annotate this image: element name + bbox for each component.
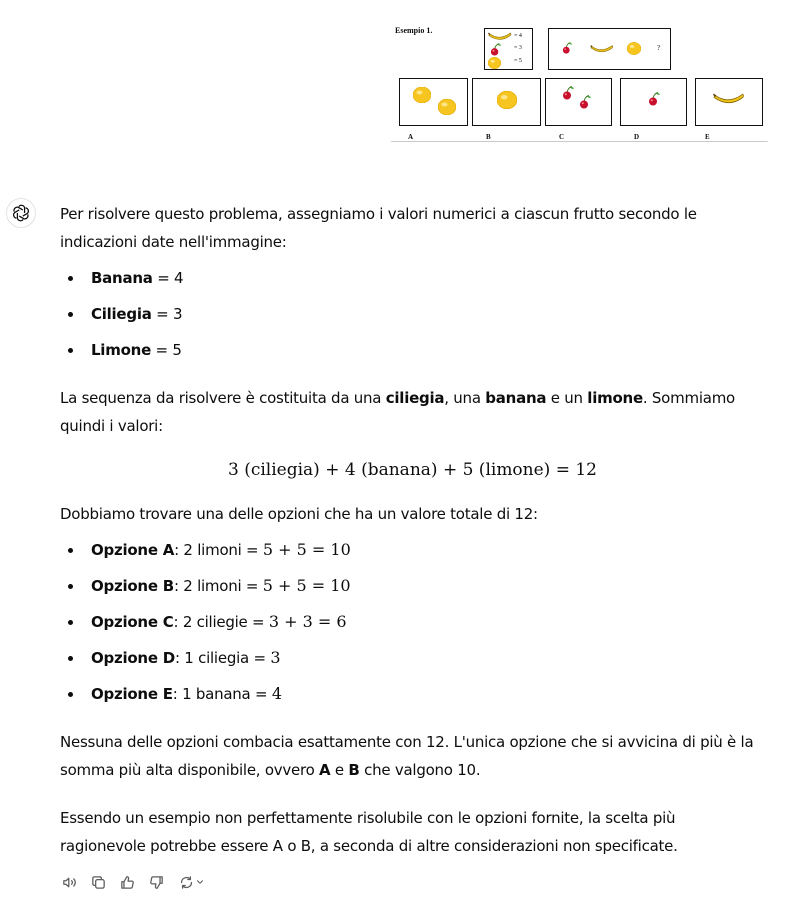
option-label: Opzione D <box>91 649 175 667</box>
cherry-icon <box>562 42 573 55</box>
list-item <box>60 332 765 368</box>
list-item <box>60 676 765 712</box>
text: e <box>330 761 349 779</box>
copy-icon <box>90 874 107 891</box>
option-desc: : 2 limoni = <box>173 577 263 595</box>
cherry-icon <box>562 86 575 101</box>
regenerate-icon <box>178 874 195 891</box>
option-desc: : 1 banana = <box>172 685 272 703</box>
openai-logo-icon <box>11 203 31 223</box>
bold-word: A <box>319 761 331 779</box>
option-math: 3 <box>270 648 281 667</box>
sequence-paragraph <box>60 384 765 440</box>
list-item <box>60 532 765 568</box>
text: , una <box>444 389 486 407</box>
bold-word: ciliegia <box>385 389 445 407</box>
question-mark: ? <box>657 44 661 52</box>
list-item <box>60 260 765 296</box>
option-label: Opzione E <box>91 685 173 703</box>
find-paragraph: Dobbiamo trovare una delle opzioni che ha un valore totale di 12: <box>60 505 538 523</box>
fruit-values-list <box>60 260 765 368</box>
bold-word: banana <box>485 389 547 407</box>
fruit-value: = 4 <box>152 269 184 287</box>
text: La sequenza da risolvere è costituita da una <box>60 389 386 407</box>
sum-equation: 3 (ciliegia) + 4 (banana) + 5 (limone) = 12 <box>227 460 597 480</box>
bold-word: limone <box>587 389 643 407</box>
list-item <box>60 296 765 332</box>
lemon-icon <box>627 42 641 55</box>
list-item <box>60 568 765 604</box>
chevron-down-icon <box>195 877 205 887</box>
list-item <box>60 640 765 676</box>
cherry-icon <box>490 43 502 57</box>
cherry-icon <box>579 95 592 110</box>
option-b-box <box>472 78 541 126</box>
option-label-d: D <box>634 133 640 141</box>
legend-lemon-value: = 5 <box>514 58 522 64</box>
fruit-name: Limone <box>91 341 151 359</box>
option-label-e: E <box>705 133 710 141</box>
option-label: Opzione B <box>91 577 174 595</box>
legend-cherry-value: = 3 <box>514 45 522 51</box>
legend-box <box>484 28 533 70</box>
lemon-icon <box>488 57 501 69</box>
banana-icon <box>590 44 614 55</box>
option-desc: : 2 ciliegie = <box>173 613 269 631</box>
option-label-c: C <box>559 133 565 141</box>
message-actions <box>60 871 206 893</box>
lemon-icon <box>497 91 517 109</box>
read-aloud-button[interactable] <box>60 873 79 892</box>
bold-word: B <box>348 761 360 779</box>
assistant-avatar <box>6 198 36 228</box>
options-list <box>60 532 765 712</box>
option-a-box <box>399 78 468 126</box>
copy-button[interactable] <box>89 873 108 892</box>
list-item <box>60 604 765 640</box>
user-attached-image[interactable] <box>389 18 770 142</box>
option-label-a: A <box>408 133 414 141</box>
fruit-name: Ciliegia <box>91 305 152 323</box>
option-math: 3 + 3 = 6 <box>268 612 347 631</box>
banana-icon <box>713 92 745 107</box>
option-desc: : 1 ciliegia = <box>174 649 271 667</box>
lemon-icon <box>438 99 456 115</box>
text: e un <box>546 389 588 407</box>
question-box <box>548 28 671 70</box>
good-response-button[interactable] <box>118 873 137 892</box>
regenerate-button[interactable] <box>176 873 206 892</box>
conclusion-paragraph <box>60 728 765 784</box>
option-label-b: B <box>486 133 491 141</box>
option-label: Opzione C <box>91 613 174 631</box>
divider <box>389 141 770 142</box>
option-e-box <box>695 78 763 126</box>
thumbs-up-icon <box>119 874 136 891</box>
read-aloud-icon <box>61 874 78 891</box>
legend-banana-value: = 4 <box>514 33 522 39</box>
cherry-icon <box>648 92 661 107</box>
option-math: 4 <box>271 684 283 703</box>
option-c-box <box>545 78 612 126</box>
fruit-name: Banana <box>91 269 153 287</box>
bad-response-button[interactable] <box>147 873 166 892</box>
option-desc: : 2 limoni = <box>174 541 263 559</box>
assistant-message <box>60 200 765 860</box>
example-title: Esempio 1. <box>395 26 433 35</box>
fruit-value: = 3 <box>151 305 183 323</box>
banana-icon <box>488 31 512 43</box>
thumbs-down-icon <box>148 874 165 891</box>
option-math: 5 + 5 = 10 <box>262 540 351 559</box>
fruit-value: = 5 <box>151 341 182 359</box>
option-d-box <box>620 78 687 126</box>
text: Nessuna delle opzioni combacia esattamente con 12. L'unica opzione che si avvicina di più è la somma più alta disponibile, ovvero <box>60 733 754 779</box>
option-label: Opzione A <box>91 541 175 559</box>
text: che valgono 10. <box>359 761 481 779</box>
lemon-icon <box>413 87 431 103</box>
option-math: 5 + 5 = 10 <box>262 576 351 595</box>
final-paragraph: Essendo un esempio non perfettamente risolubile con le opzioni fornite, la scelta più ragionevole potrebbe essere A o B, a seconda di altre considerazioni non specificate. <box>60 809 678 855</box>
text: . Sommiamo quindi i valori: <box>60 389 735 435</box>
intro-paragraph: Per risolvere questo problema, assegniamo i valori numerici a ciascun frutto secondo le indicazioni date nell'immagine: <box>60 205 697 251</box>
